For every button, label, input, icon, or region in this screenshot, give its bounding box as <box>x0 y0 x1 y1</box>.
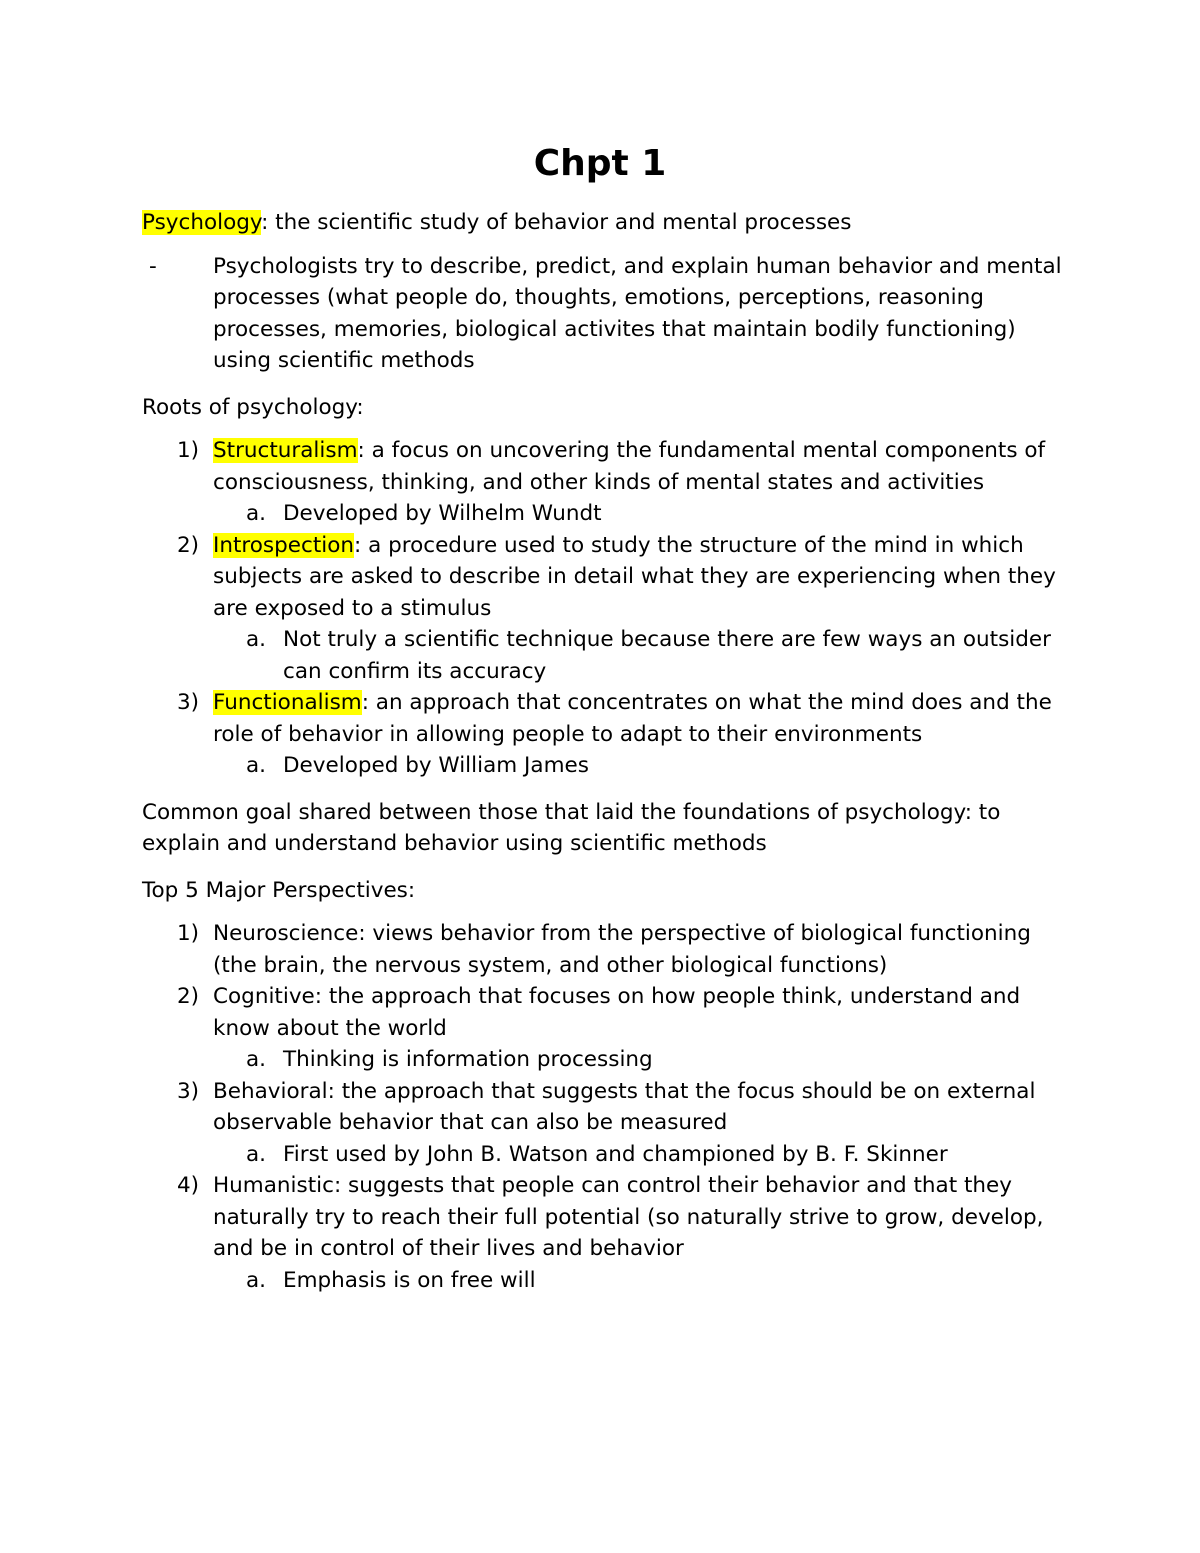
sub-list-item-text: Developed by William James <box>283 753 589 778</box>
list-item <box>142 251 1072 377</box>
sub-list-item-text: Not truly a scientific technique because there are few ways an outsider can confirm its accuracy <box>283 627 1051 684</box>
highlighted-term-introspection: Introspection <box>213 532 354 558</box>
list-marker: a. <box>246 627 267 652</box>
list-marker: - <box>149 253 157 279</box>
list-item <box>142 1076 1072 1139</box>
sub-list-item <box>142 1044 1072 1076</box>
list-marker: a. <box>246 1047 267 1072</box>
list-marker: a. <box>246 1267 267 1293</box>
list-marker: 4) <box>177 1173 200 1198</box>
list-item-text: Behavioral: the approach that suggests that the focus should be on external observable behavior that can also be measured <box>213 1078 1036 1135</box>
sub-list-item <box>142 498 1072 530</box>
list-item <box>142 530 1072 625</box>
list-item-text: : a procedure used to study the structure of the mind in which subjects are asked to describe in detail what they are experiencing when they are exposed to a stimulus <box>213 532 1056 621</box>
section-heading-roots: Roots of psychology: <box>142 394 364 420</box>
highlighted-term-structuralism: Structuralism <box>213 438 358 463</box>
sub-list-item <box>142 1139 1072 1171</box>
list-item <box>142 435 1072 498</box>
list-marker: 1) <box>177 438 200 463</box>
list-marker: 2) <box>177 984 200 1009</box>
list-item <box>142 981 1072 1044</box>
list-item-text: Humanistic: suggests that people can control their behavior and that they naturally try to reach their full potential (so naturally strive to grow, develop, and be in control of their lives and behavior <box>213 1173 1044 1261</box>
list-marker: 3) <box>177 1078 200 1104</box>
sub-list-item-text: Emphasis is on free will <box>283 1267 536 1293</box>
sub-list-item <box>142 750 1072 782</box>
list-marker: a. <box>246 1141 267 1167</box>
list-marker: 3) <box>177 690 200 715</box>
list-marker: 2) <box>177 532 200 558</box>
highlighted-term-psychology: Psychology <box>142 210 262 235</box>
list-item <box>142 687 1072 750</box>
highlighted-term-functionalism: Functionalism <box>213 690 362 715</box>
psychology-definition <box>142 207 1072 239</box>
section-heading-perspectives: Top 5 Major Perspectives: <box>142 877 416 903</box>
sub-list-item-text: Developed by Wilhelm Wundt <box>283 501 602 526</box>
list-item-text: Cognitive: the approach that focuses on how people think, understand and know about the world <box>213 984 1021 1041</box>
list-marker: 1) <box>177 921 200 946</box>
document-body <box>142 207 1072 1296</box>
list-item-text: : a focus on uncovering the fundamental mental components of consciousness, thinking, and other kinds of mental states and activities <box>213 438 1046 495</box>
sub-list-item-text: First used by John B. Watson and championed by B. F. Skinner <box>283 1141 948 1167</box>
list-item <box>142 918 1072 981</box>
sub-list-item <box>142 1265 1072 1297</box>
list-marker: a. <box>246 753 267 778</box>
list-item <box>142 1170 1072 1265</box>
definition-text: : the scientific study of behavior and mental processes <box>261 210 852 235</box>
list-marker: a. <box>246 501 267 526</box>
sub-list-item <box>142 624 1072 687</box>
list-item-text: Neuroscience: views behavior from the perspective of biological functioning (the brain, the nervous system, and other biological functions) <box>213 921 1031 978</box>
page-title: Chpt 1 <box>533 143 667 184</box>
list-item-text: : an approach that concentrates on what the mind does and the role of behavior in allowing people to adapt to their environments <box>213 690 1052 747</box>
common-goal-paragraph: Common goal shared between those that laid the foundations of psychology: to explain and understand behavior using scientific methods <box>142 799 1001 856</box>
list-item-text: Psychologists try to describe, predict, and explain human behavior and mental processes (what people do, thoughts, emotions, perceptions, reasoning processes, memories, biological activites that maintain bodily functioning) using scientific methods <box>213 253 1062 373</box>
sub-list-item-text: Thinking is information processing <box>283 1047 653 1072</box>
